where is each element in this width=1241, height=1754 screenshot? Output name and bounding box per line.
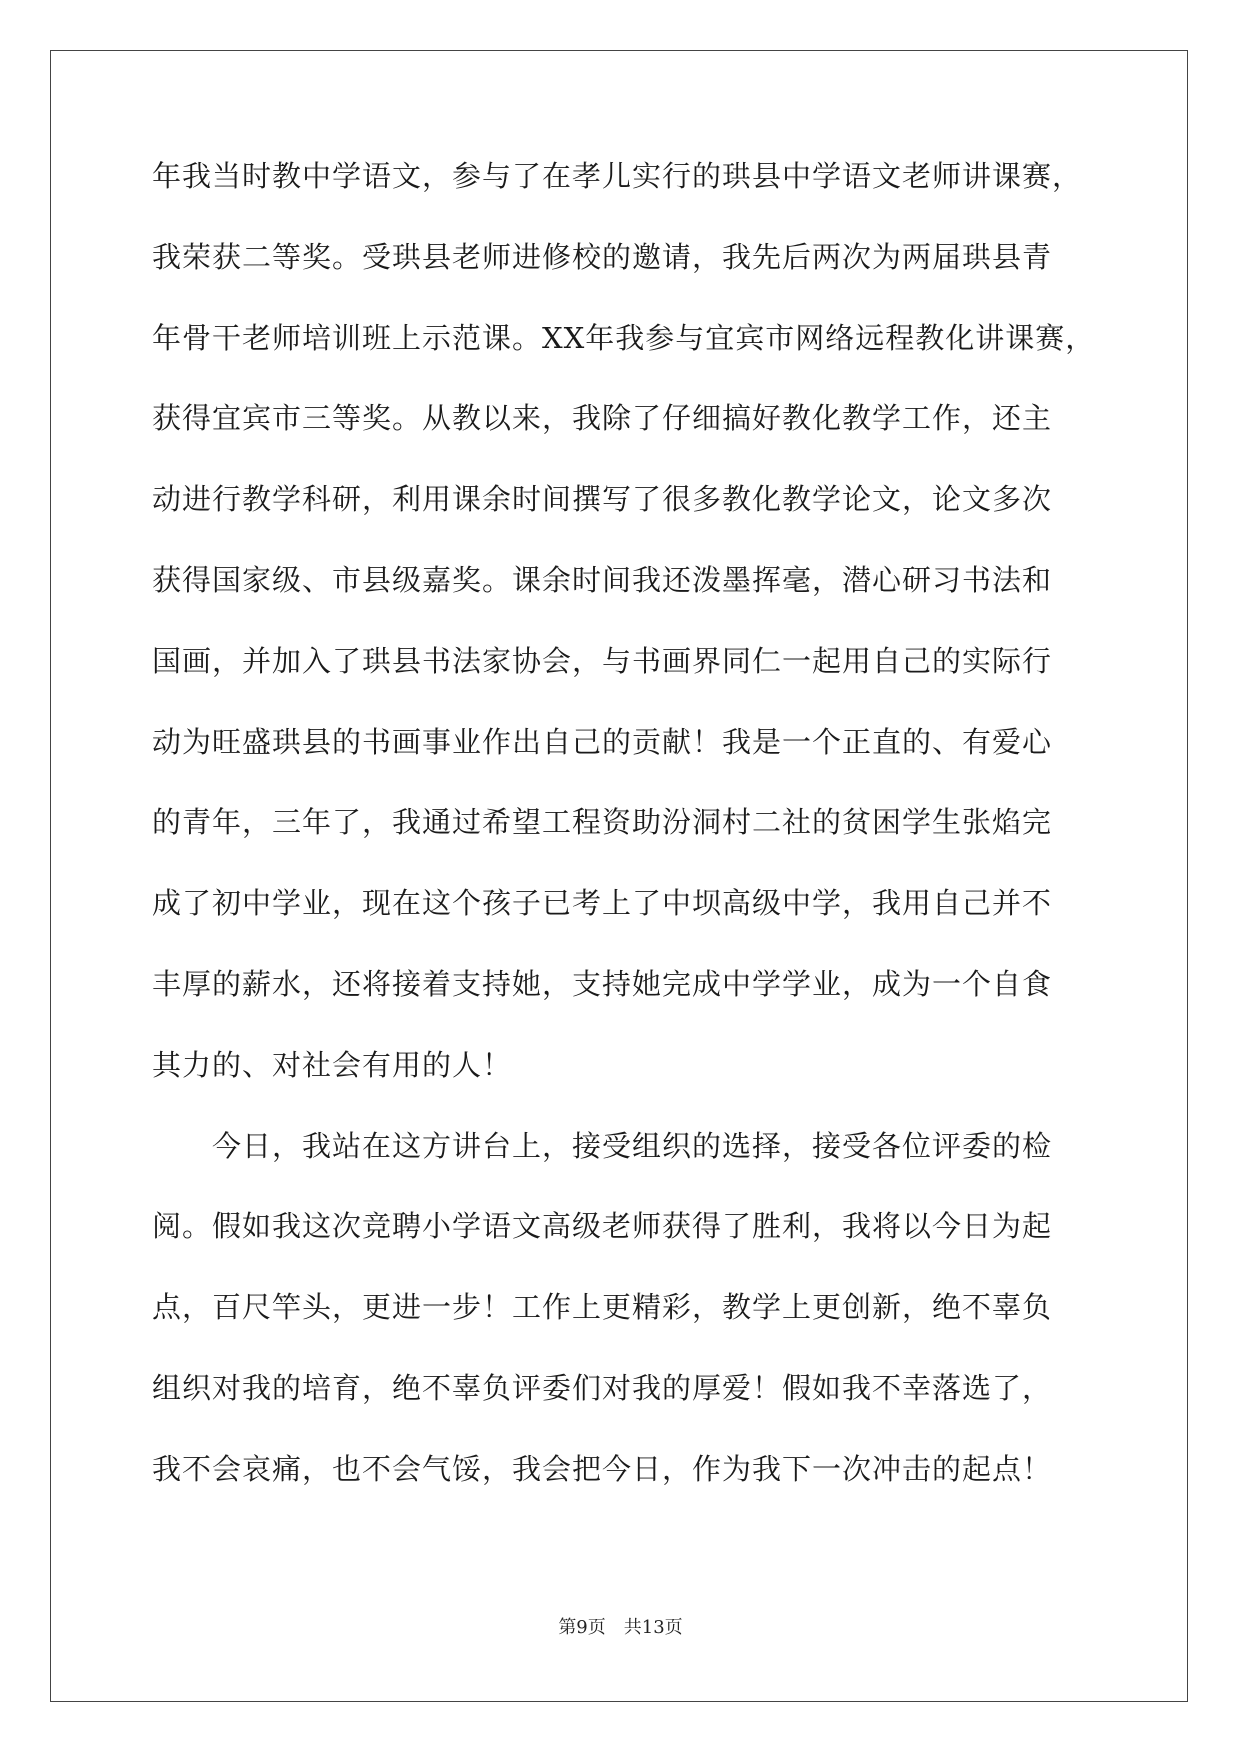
- body-line: 获得国家级、市县级嘉奖。课余时间我还泼墨挥毫，潜心研习书法和: [152, 562, 1053, 597]
- body-line: 组织对我的培育，绝不辜负评委们对我的厚爱！假如我不幸落选了，: [152, 1370, 1053, 1405]
- body-line: 的青年，三年了，我通过希望工程资助汾洞村二社的贫困学生张焰完: [152, 805, 1053, 840]
- body-line: 成了初中学业，现在这个孩子已考上了中坝高级中学，我用自己并不: [152, 886, 1053, 921]
- body-line: 其力的、对社会有用的人！: [152, 1047, 513, 1082]
- document-body: [152, 158, 1097, 1532]
- body-line: 动为旺盛珙县的书画事业作出自己的贡献！我是一个正直的、有爱心: [152, 724, 1053, 759]
- body-line: 年我当时教中学语文，参与了在孝儿实行的珙县中学语文老师讲课赛，: [152, 159, 1083, 193]
- body-line: 国画，并加入了珙县书法家协会，与书画界同仁一起用自己的实际行: [152, 643, 1053, 678]
- body-line: 动进行教学科研，利用课余时间撰写了很多教化教学论文，论文多次: [152, 482, 1053, 517]
- body-line: 获得宜宾市三等奖。从教以来，我除了仔细搞好教化教学工作，还主: [152, 401, 1053, 436]
- page-number-footer: 第9页 共13页: [558, 1617, 683, 1638]
- body-line: 我不会哀痛，也不会气馁，我会把今日，作为我下一次冲击的起点！: [152, 1451, 1053, 1486]
- body-line: 年骨干老师培训班上示范课。XX年我参与宜宾市网络远程教化讲课赛，: [152, 320, 1096, 355]
- body-line: 今日，我站在这方讲台上，接受组织的选择，接受各位评委的检: [152, 1128, 1053, 1163]
- body-line: 点，百尺竿头，更进一步！工作上更精彩，教学上更创新，绝不辜负: [152, 1290, 1053, 1325]
- body-line: 丰厚的薪水，还将接着支持她，支持她完成中学学业，成为一个自食: [152, 966, 1053, 1001]
- body-line: 我荣获二等奖。受珙县老师进修校的邀请，我先后两次为两届珙县青: [152, 239, 1053, 274]
- body-line: 阅。假如我这次竞聘小学语文高级老师获得了胜利，我将以今日为起: [152, 1209, 1053, 1244]
